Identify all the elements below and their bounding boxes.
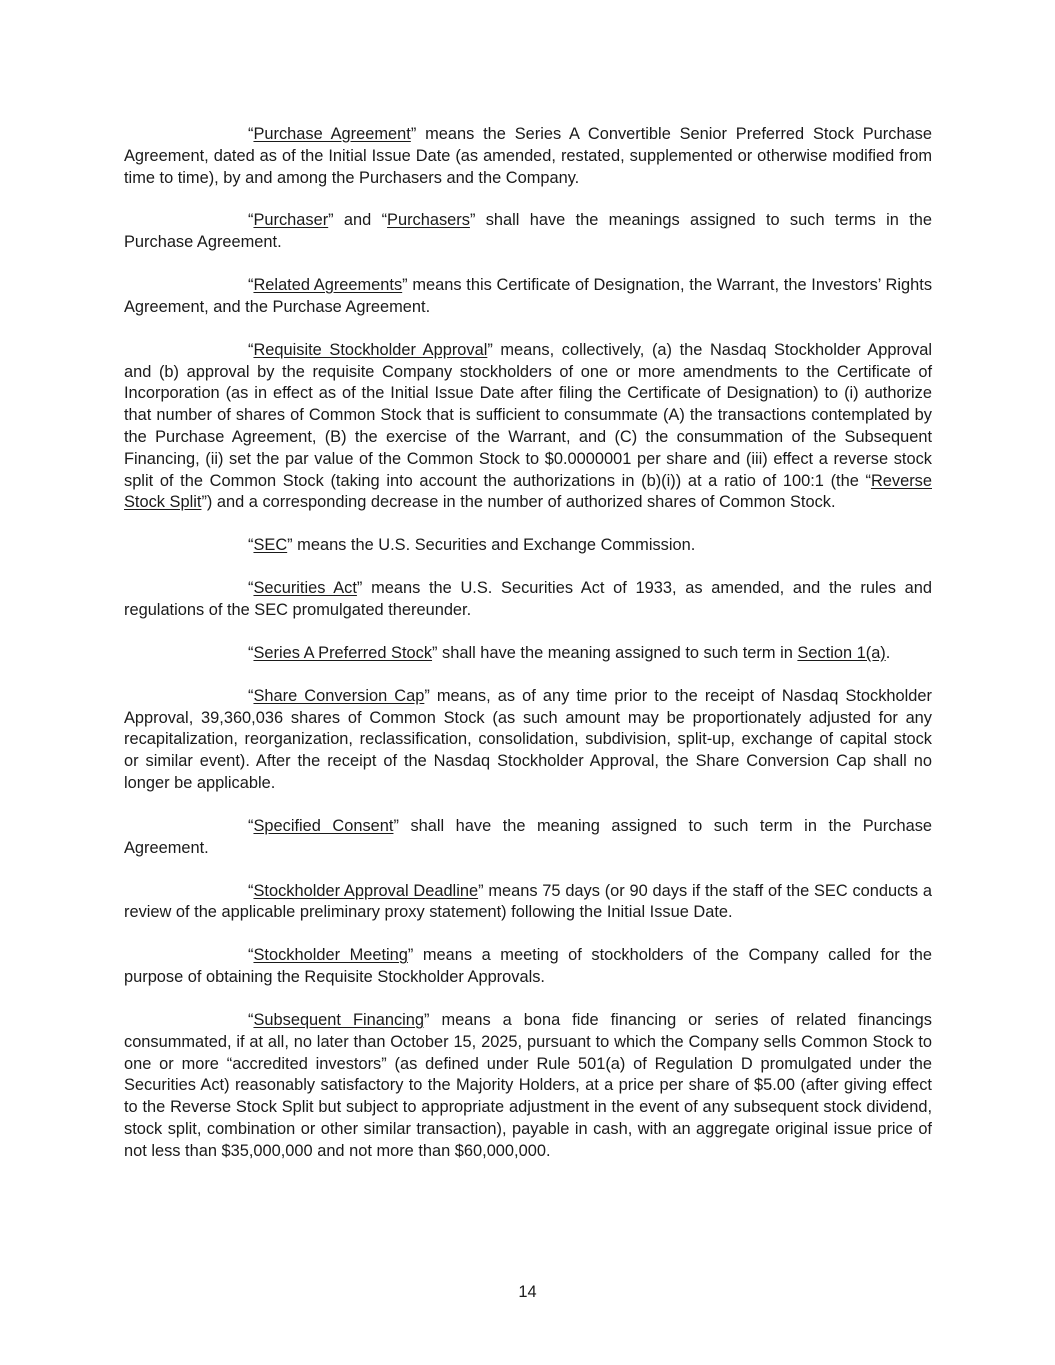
definition-sec xyxy=(124,535,932,557)
definition-purchase-agreement xyxy=(124,124,932,189)
page-number: 14 xyxy=(518,1283,537,1301)
definition-text: ” means 75 days (or 90 days if the staff of the SEC conducts a review of the applicable preliminary proxy statement) following the Initial Issue Date. xyxy=(124,881,932,922)
defined-term: Securities Act xyxy=(253,579,357,598)
open-quote: “ xyxy=(248,686,254,705)
definition-text: ” shall have the meaning assigned to such term in the Purchase Agreement. xyxy=(124,816,932,857)
definition-connector: ” and “ xyxy=(328,211,388,230)
defined-term: Purchaser xyxy=(253,211,329,230)
defined-term: Specified Consent xyxy=(253,816,394,835)
defined-term: Series A Preferred Stock xyxy=(253,643,433,662)
document-page xyxy=(124,124,932,1184)
definition-share-conversion-cap xyxy=(124,686,932,795)
defined-term: Purchase Agreement xyxy=(253,125,411,143)
open-quote: “ xyxy=(248,211,254,230)
definition-stockholder-meeting xyxy=(124,945,932,989)
definition-text: ” means, as of any time prior to the receipt of Nasdaq Stockholder Approval, 39,360,036 shares of Common Stock (as such amount may be proportionately adjusted for any recapitalization, reorganization, reclassification, consolidation, subdivision, split-up, exchange of capital stock or similar event). After the receipt of the Nasdaq Stockholder Approval, the Share Conversion Cap shall no longer be applicable. xyxy=(124,686,932,792)
open-quote: “ xyxy=(248,1010,254,1029)
definition-text: ” means the U.S. Securities and Exchange Commission. xyxy=(287,536,696,555)
definition-text-continued: . xyxy=(885,643,891,662)
definition-text: ” means the Series A Convertible Senior Preferred Stock Purchase Agreement, dated as of the Initial Issue Date (as amended, restated, supplemented or otherwise modified from time to time), by and among the Purchasers and the Company. xyxy=(124,125,932,187)
defined-term: Stockholder Meeting xyxy=(253,946,408,965)
section-reference: Section 1(a) xyxy=(797,643,886,662)
definition-text: ” shall have the meaning assigned to such term in xyxy=(432,643,798,662)
open-quote: “ xyxy=(248,643,254,662)
definition-text: ” means the U.S. Securities Act of 1933, as amended, and the rules and regulations of the SEC promulgated thereunder. xyxy=(124,579,932,620)
definition-text: ” means, collectively, (a) the Nasdaq Stockholder Approval and (b) approval by the requisite Company stockholders of one or more amendments to the Certificate of Incorporation (as in effect as of the Initial Issue Date after filing the Certificate of Designation) to (i) authorize that number of shares of Common Stock that is sufficient to consummate (A) the transactions contemplated by the Purchase Agreement, (B) the exercise of the Warrant, and (C) the consummation of the Subsequent Financing, (ii) set the par value of the Common Stock to $0.0000001 per share and (iii) effect a reverse stock split of the Common Stock (taking into account the authorizations in (b)(i)) at a ratio of 100:1 (the “ xyxy=(124,340,932,490)
defined-term-secondary: Purchasers xyxy=(387,211,470,230)
definition-text: ” means this Certificate of Designation, the Warrant, the Investors’ Rights Agreement, and the Purchase Agreement. xyxy=(124,276,933,316)
open-quote: “ xyxy=(248,276,254,295)
defined-term: SEC xyxy=(253,536,288,555)
open-quote: “ xyxy=(248,881,254,900)
defined-term: Requisite Stockholder Approval xyxy=(253,340,488,359)
defined-term: Related Agreements xyxy=(253,276,403,295)
open-quote: “ xyxy=(248,340,254,359)
definition-series-a-preferred-stock xyxy=(124,643,932,665)
open-quote: “ xyxy=(248,536,254,555)
definition-text: ” means a meeting of stockholders of the Company called for the purpose of obtaining the Requisite Stockholder Approvals. xyxy=(124,946,933,987)
definition-securities-act xyxy=(124,578,932,622)
open-quote: “ xyxy=(248,816,254,835)
definition-specified-consent xyxy=(124,816,932,860)
open-quote: “ xyxy=(248,579,254,598)
defined-term-secondary: Reverse Stock Split xyxy=(124,471,932,512)
open-quote: “ xyxy=(248,125,254,143)
definition-text: ” means a bona fide financing or series of related financings consummated, if at all, no later than October 15, 2025, pursuant to which the Company sells Common Stock to one or more “accredited investors” (as defined under Rule 501(a) of Regulation D promulgated under the Securities Act) reasonably satisfactory to the Majority Holders, at a price per share of $5.00 (after giving effect to the Reverse Stock Split but subject to appropriate adjustment in the event of any subsequent stock dividend, stock split, combination or other similar transaction), payable in cash, with an aggregate original issue price of not less than $35,000,000 and not more than $60,000,000. xyxy=(124,1010,932,1160)
definition-text-continued: ”) and a corresponding decrease in the number of authorized shares of Common Stock. xyxy=(201,493,836,512)
definition-related-agreements xyxy=(124,275,932,319)
defined-term: Subsequent Financing xyxy=(253,1010,425,1029)
definition-purchaser xyxy=(124,210,932,254)
definition-stockholder-approval-deadline xyxy=(124,881,932,925)
definition-subsequent-financing xyxy=(124,1010,932,1163)
defined-term: Stockholder Approval Deadline xyxy=(253,881,479,900)
definition-text: ” shall have the meanings assigned to such terms in the Purchase Agreement. xyxy=(124,211,932,252)
open-quote: “ xyxy=(248,946,254,965)
definition-requisite-stockholder-approval xyxy=(124,340,932,514)
defined-term: Share Conversion Cap xyxy=(253,686,425,705)
